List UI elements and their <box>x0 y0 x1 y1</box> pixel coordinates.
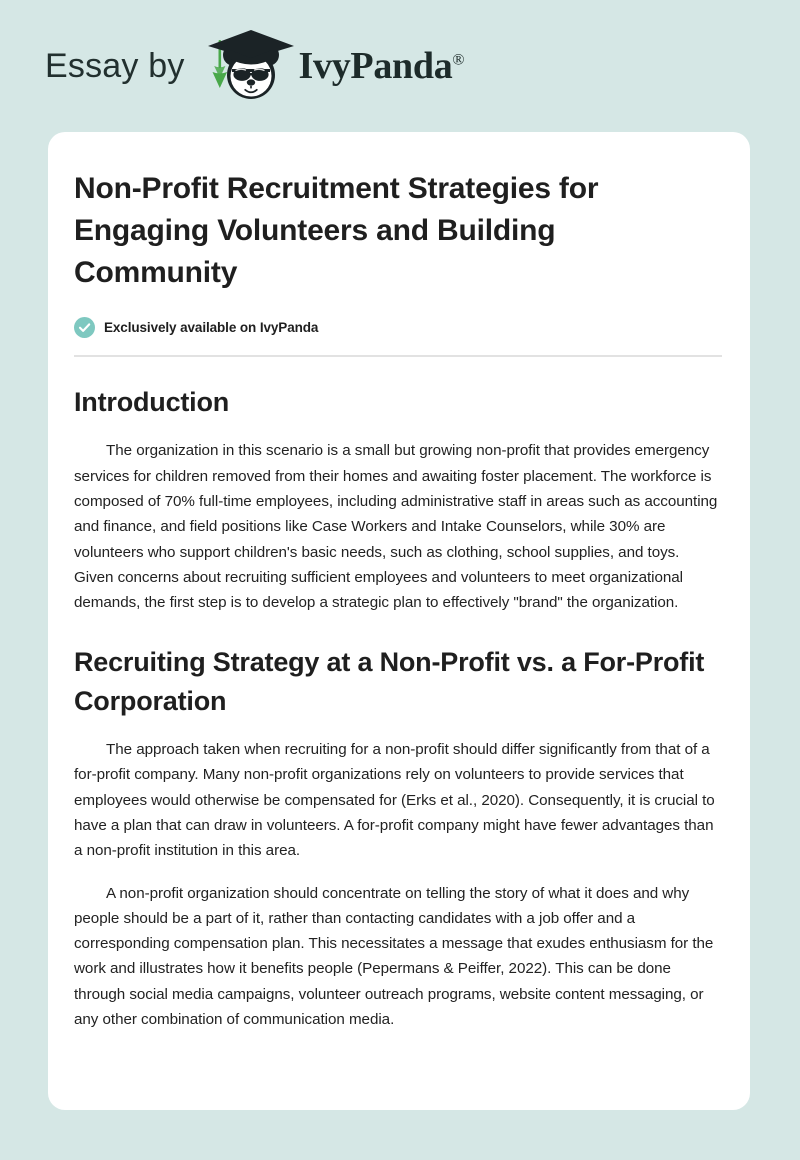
page-header <box>0 0 800 132</box>
exclusivity-badge <box>74 317 722 338</box>
section-heading-recruiting-strategy: Recruiting Strategy at a Non-Profit vs. a For-Profit Corporation <box>74 647 705 716</box>
title-divider <box>74 355 722 357</box>
check-circle-icon <box>74 317 95 338</box>
panda-graduate-logo-icon <box>201 28 297 104</box>
essay-by-label: Essay by <box>45 47 185 85</box>
status-badge-label: Exclusively available on IvyPanda <box>104 320 319 335</box>
registered-trademark-symbol: ® <box>452 51 465 69</box>
page-title: Non-Profit Recruitment Strategies for Engaging Volunteers and Building Community <box>74 172 599 289</box>
ivypanda-logo[interactable] <box>201 28 465 104</box>
paragraph-strategy-1: The approach taken when recruiting for a non-profit should differ significantly from that of a for-profit company. Many non-profit organizations rely on volunteers to provide services that employees would otherwise be compensated for (Erks et al., 2020). Consequently, it is crucial to have a plan that can draw in volunteers. A for-profit company might have fewer advantages than a non-profit institution in this area. <box>74 741 715 860</box>
paragraph-strategy-2: A non-profit organization should concentrate on telling the story of what it does and why people should be a part of it, rather than contacting candidates with a job offer and a corresponding compensation plan. This necessitates a message that exudes enthusiasm for the work and illustrates how it benefits people (Pepermans & Peiffer, 2022). This can be done through social media campaigns, volunteer outreach programs, website content messaging, or any other combination of communication media. <box>74 884 714 1029</box>
brand-name-text: IvyPanda <box>298 45 453 87</box>
essay-card <box>48 132 750 1110</box>
brand-wordmark <box>299 47 465 85</box>
paragraph-intro-1: The organization in this scenario is a small but growing non-profit that provides emergency services for children removed from their homes and awaiting foster placement. The workforce is composed of 70% full-time employees, including administrative staff in areas such as accounting and finance, and field positions like Case Workers and Intake Counselors, while 30% are volunteers who support children's basic needs, such as clothing, school supplies, and toys. Given concerns about recruiting sufficient employees and volunteers to meet organizational demands, the first step is to develop a strategic plan to effectively "brand" the organization. <box>74 442 718 612</box>
section-heading-introduction: Introduction <box>74 387 230 417</box>
